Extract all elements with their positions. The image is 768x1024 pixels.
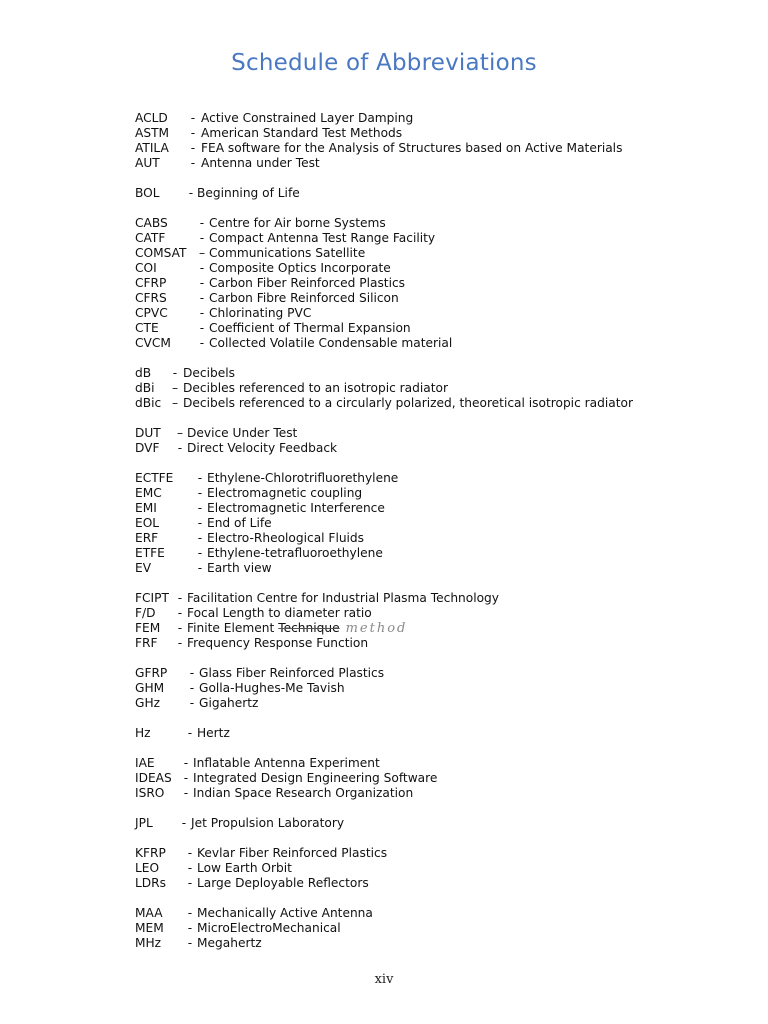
abbreviation-row xyxy=(135,276,755,291)
abbreviation-definition: Carbon Fibre Reinforced Silicon xyxy=(209,291,399,305)
separator-dash: - xyxy=(177,441,183,455)
abbreviation-definition: Facilitation Centre for Industrial Plasma Technology xyxy=(187,591,500,605)
abbreviation-definition: Hertz xyxy=(197,726,230,740)
abbreviation-definition: Frequency Response Function xyxy=(187,636,369,650)
abbreviation-term: EMC xyxy=(135,486,162,500)
abbreviation-row xyxy=(135,696,755,711)
abbreviation-group xyxy=(135,591,755,651)
abbreviation-term: Hz xyxy=(135,726,151,740)
abbreviation-row xyxy=(135,321,755,336)
abbreviation-group xyxy=(135,186,755,201)
abbreviation-definition: Low Earth Orbit xyxy=(197,861,292,875)
abbreviation-term: EMI xyxy=(135,501,157,515)
separator-dash: - xyxy=(187,846,193,860)
abbreviation-group xyxy=(135,666,755,711)
handwritten-correction: method xyxy=(345,621,408,636)
abbreviation-row xyxy=(135,756,755,771)
abbreviation-term: ECTFE xyxy=(135,471,174,485)
abbreviation-definition: Ethylene-tetrafluoroethylene xyxy=(207,546,383,560)
separator-dash: - xyxy=(189,681,195,695)
abbreviation-row xyxy=(135,156,755,171)
abbreviation-list xyxy=(135,111,755,966)
abbreviation-row xyxy=(135,621,755,636)
abbreviation-definition: Electro-Rheological Fluids xyxy=(207,531,365,545)
abbreviation-term: GHz xyxy=(135,696,161,710)
abbreviation-term: CABS xyxy=(135,216,168,230)
separator-dash: - xyxy=(197,516,203,530)
separator-dash: - xyxy=(183,771,189,785)
separator-dash: - xyxy=(190,156,196,170)
separator-dash: - xyxy=(199,321,205,335)
abbreviation-definition: Carbon Fiber Reinforced Plastics xyxy=(209,276,406,290)
abbreviation-row xyxy=(135,636,755,651)
abbreviation-definition: Integrated Design Engineering Software xyxy=(193,771,438,785)
separator-dash: - xyxy=(199,291,205,305)
separator-dash: - xyxy=(187,876,193,890)
abbreviation-term: EOL xyxy=(135,516,160,530)
page-title: Schedule of Abbreviations xyxy=(231,50,537,76)
abbreviation-term: DUT xyxy=(135,426,161,440)
abbreviation-definition: Decibels xyxy=(183,366,235,380)
separator-dash: - xyxy=(177,606,183,620)
abbreviation-term: ACLD xyxy=(135,111,168,125)
abbreviation-row xyxy=(135,861,755,876)
abbreviation-group xyxy=(135,111,755,171)
abbreviation-term: ERF xyxy=(135,531,159,545)
abbreviation-row xyxy=(135,471,755,486)
abbreviation-row xyxy=(135,516,755,531)
abbreviation-term: AUT xyxy=(135,156,160,170)
abbreviation-row xyxy=(135,111,755,126)
abbreviation-row xyxy=(135,501,755,516)
abbreviation-term: JPL xyxy=(135,816,153,830)
abbreviation-term: ATILA xyxy=(135,141,169,155)
abbreviation-row xyxy=(135,246,755,261)
abbreviation-row xyxy=(135,681,755,696)
abbreviation-group xyxy=(135,471,755,576)
struck-out-word: Technique xyxy=(278,621,340,635)
separator-dash: - xyxy=(183,786,189,800)
abbreviation-definition: Antenna under Test xyxy=(201,156,320,170)
abbreviation-definition: Gigahertz xyxy=(199,696,259,710)
separator-dash: - xyxy=(199,216,205,230)
abbreviation-row xyxy=(135,441,755,456)
abbreviation-definition: Jet Propulsion Laboratory xyxy=(191,816,345,830)
separator-dash: - xyxy=(197,501,203,515)
abbreviation-definition: Golla-Hughes-Me Tavish xyxy=(199,681,345,695)
abbreviation-row xyxy=(135,876,755,891)
abbreviation-row xyxy=(135,231,755,246)
abbreviation-term: GHM xyxy=(135,681,165,695)
abbreviation-definition: Compact Antenna Test Range Facility xyxy=(209,231,436,245)
separator-dash: - xyxy=(197,561,203,575)
separator-dash: - xyxy=(187,906,193,920)
abbreviation-row xyxy=(135,291,755,306)
abbreviation-definition: Active Constrained Layer Damping xyxy=(201,111,414,125)
abbreviation-group xyxy=(135,366,755,411)
separator-dash: – xyxy=(171,381,179,395)
separator-dash: - xyxy=(187,726,193,740)
abbreviation-term: CFRP xyxy=(135,276,167,290)
abbreviation-row xyxy=(135,936,755,951)
separator-dash: - xyxy=(190,111,196,125)
separator-dash: - xyxy=(189,666,195,680)
abbreviation-term: ISRO xyxy=(135,786,165,800)
abbreviation-row xyxy=(135,771,755,786)
abbreviation-definition: Mechanically Active Antenna xyxy=(197,906,373,920)
abbreviation-group xyxy=(135,426,755,456)
abbreviation-definition: Decibels referenced to a circularly polarized, theoretical isotropic radiator xyxy=(183,396,633,410)
separator-dash: - xyxy=(199,306,205,320)
abbreviation-definition: MicroElectroMechanical xyxy=(197,921,341,935)
separator-dash: – xyxy=(176,426,184,440)
abbreviation-group xyxy=(135,846,755,891)
abbreviation-group xyxy=(135,216,755,351)
separator-dash: - xyxy=(187,936,193,950)
abbreviation-term: CPVC xyxy=(135,306,168,320)
abbreviation-group xyxy=(135,756,755,801)
separator-dash: - xyxy=(190,141,196,155)
abbreviation-definition: Megahertz xyxy=(197,936,262,950)
abbreviation-row xyxy=(135,366,755,381)
abbreviation-term: CVCM xyxy=(135,336,171,350)
abbreviation-row xyxy=(135,261,755,276)
abbreviation-term: KFRP xyxy=(135,846,166,860)
abbreviation-definition: Communications Satellite xyxy=(209,246,366,260)
abbreviation-row xyxy=(135,846,755,861)
separator-dash: - xyxy=(190,126,196,140)
abbreviation-row xyxy=(135,816,755,831)
abbreviation-row xyxy=(135,141,755,156)
abbreviation-term: CFRS xyxy=(135,291,167,305)
abbreviation-row xyxy=(135,561,755,576)
abbreviation-definition: End of Life xyxy=(207,516,272,530)
abbreviation-term: MEM xyxy=(135,921,164,935)
separator-dash: - xyxy=(187,921,193,935)
abbreviation-row xyxy=(135,126,755,141)
abbreviation-definition: FEA software for the Analysis of Structures based on Active Materials xyxy=(201,141,623,155)
abbreviation-term: MHz xyxy=(135,936,162,950)
abbreviation-definition: Decibles referenced to an isotropic radiator xyxy=(183,381,448,395)
abbreviation-definition: Glass Fiber Reinforced Plastics xyxy=(199,666,385,680)
abbreviation-group xyxy=(135,816,755,831)
abbreviation-row xyxy=(135,786,755,801)
separator-dash: - xyxy=(177,621,183,635)
abbreviation-term: COMSAT xyxy=(135,246,187,260)
abbreviation-row xyxy=(135,216,755,231)
separator-dash: - xyxy=(197,531,203,545)
abbreviation-row xyxy=(135,531,755,546)
abbreviation-term: FCIPT xyxy=(135,591,169,605)
separator-dash: - xyxy=(199,261,205,275)
abbreviation-definition: Device Under Test xyxy=(187,426,298,440)
abbreviation-definition: Focal Length to diameter ratio xyxy=(187,606,372,620)
abbreviation-row xyxy=(135,486,755,501)
abbreviation-term: COI xyxy=(135,261,157,275)
separator-dash: - xyxy=(188,186,194,200)
abbreviation-definition: American Standard Test Methods xyxy=(201,126,403,140)
separator-dash: - xyxy=(199,231,205,245)
abbreviation-definition: Inflatable Antenna Experiment xyxy=(193,756,380,770)
abbreviation-term: dB xyxy=(135,366,152,380)
abbreviation-row xyxy=(135,426,755,441)
abbreviation-row xyxy=(135,906,755,921)
abbreviation-term: ETFE xyxy=(135,546,165,560)
abbreviation-term: ASTM xyxy=(135,126,170,140)
abbreviation-definition: Coefficient of Thermal Expansion xyxy=(209,321,411,335)
abbreviation-row xyxy=(135,666,755,681)
separator-dash: - xyxy=(181,816,187,830)
separator-dash: - xyxy=(199,336,205,350)
abbreviation-term: EV xyxy=(135,561,152,575)
abbreviation-definition: Earth view xyxy=(207,561,272,575)
abbreviation-row xyxy=(135,591,755,606)
abbreviation-definition: Beginning of Life xyxy=(197,186,300,200)
abbreviation-term: MAA xyxy=(135,906,163,920)
abbreviation-row xyxy=(135,336,755,351)
separator-dash: - xyxy=(172,366,178,380)
abbreviation-term: IAE xyxy=(135,756,155,770)
separator-dash: - xyxy=(199,276,205,290)
separator-dash: – xyxy=(198,246,206,260)
abbreviation-term: LEO xyxy=(135,861,160,875)
abbreviation-term: LDRs xyxy=(135,876,166,890)
abbreviation-group xyxy=(135,906,755,951)
separator-dash: - xyxy=(197,546,203,560)
abbreviation-group xyxy=(135,726,755,741)
abbreviation-row xyxy=(135,381,755,396)
separator-dash: - xyxy=(189,696,195,710)
separator-dash: - xyxy=(187,861,193,875)
abbreviation-term: CATF xyxy=(135,231,166,245)
abbreviation-term: GFRP xyxy=(135,666,168,680)
abbreviation-definition: Composite Optics Incorporate xyxy=(209,261,391,275)
abbreviation-term: BOL xyxy=(135,186,160,200)
abbreviation-row xyxy=(135,726,755,741)
separator-dash: - xyxy=(197,486,203,500)
abbreviation-definition: Collected Volatile Condensable material xyxy=(209,336,453,350)
separator-dash: - xyxy=(197,471,203,485)
abbreviation-row xyxy=(135,606,755,621)
abbreviation-row xyxy=(135,921,755,936)
abbreviation-definition: Centre for Air borne Systems xyxy=(209,216,386,230)
abbreviation-row xyxy=(135,396,755,411)
page-number: xiv xyxy=(374,972,394,987)
abbreviation-term: IDEAS xyxy=(135,771,172,785)
abbreviation-row xyxy=(135,186,755,201)
abbreviation-term: DVF xyxy=(135,441,160,455)
abbreviation-definition: Electromagnetic coupling xyxy=(207,486,363,500)
abbreviation-definition: Indian Space Research Organization xyxy=(193,786,414,800)
abbreviation-definition: Electromagnetic Interference xyxy=(207,501,385,515)
separator-dash: - xyxy=(177,636,183,650)
abbreviation-term: FRF xyxy=(135,636,158,650)
separator-dash: - xyxy=(183,756,189,770)
abbreviation-term: FEM xyxy=(135,621,161,635)
separator-dash: - xyxy=(177,591,183,605)
abbreviation-definition: Chlorinating PVC xyxy=(209,306,312,320)
abbreviation-row xyxy=(135,306,755,321)
abbreviation-term: F/D xyxy=(135,606,156,620)
abbreviation-term: dBic xyxy=(135,396,162,410)
abbreviation-definition: Ethylene-Chlorotrifluorethylene xyxy=(207,471,399,485)
abbreviation-definition: Direct Velocity Feedback xyxy=(187,441,338,455)
abbreviation-term: CTE xyxy=(135,321,159,335)
abbreviation-definition: Finite Element xyxy=(187,621,275,635)
abbreviation-definition: Kevlar Fiber Reinforced Plastics xyxy=(197,846,388,860)
abbreviation-row xyxy=(135,546,755,561)
abbreviation-term: dBi xyxy=(135,381,155,395)
abbreviation-definition: Large Deployable Reflectors xyxy=(197,876,369,890)
separator-dash: – xyxy=(171,396,179,410)
